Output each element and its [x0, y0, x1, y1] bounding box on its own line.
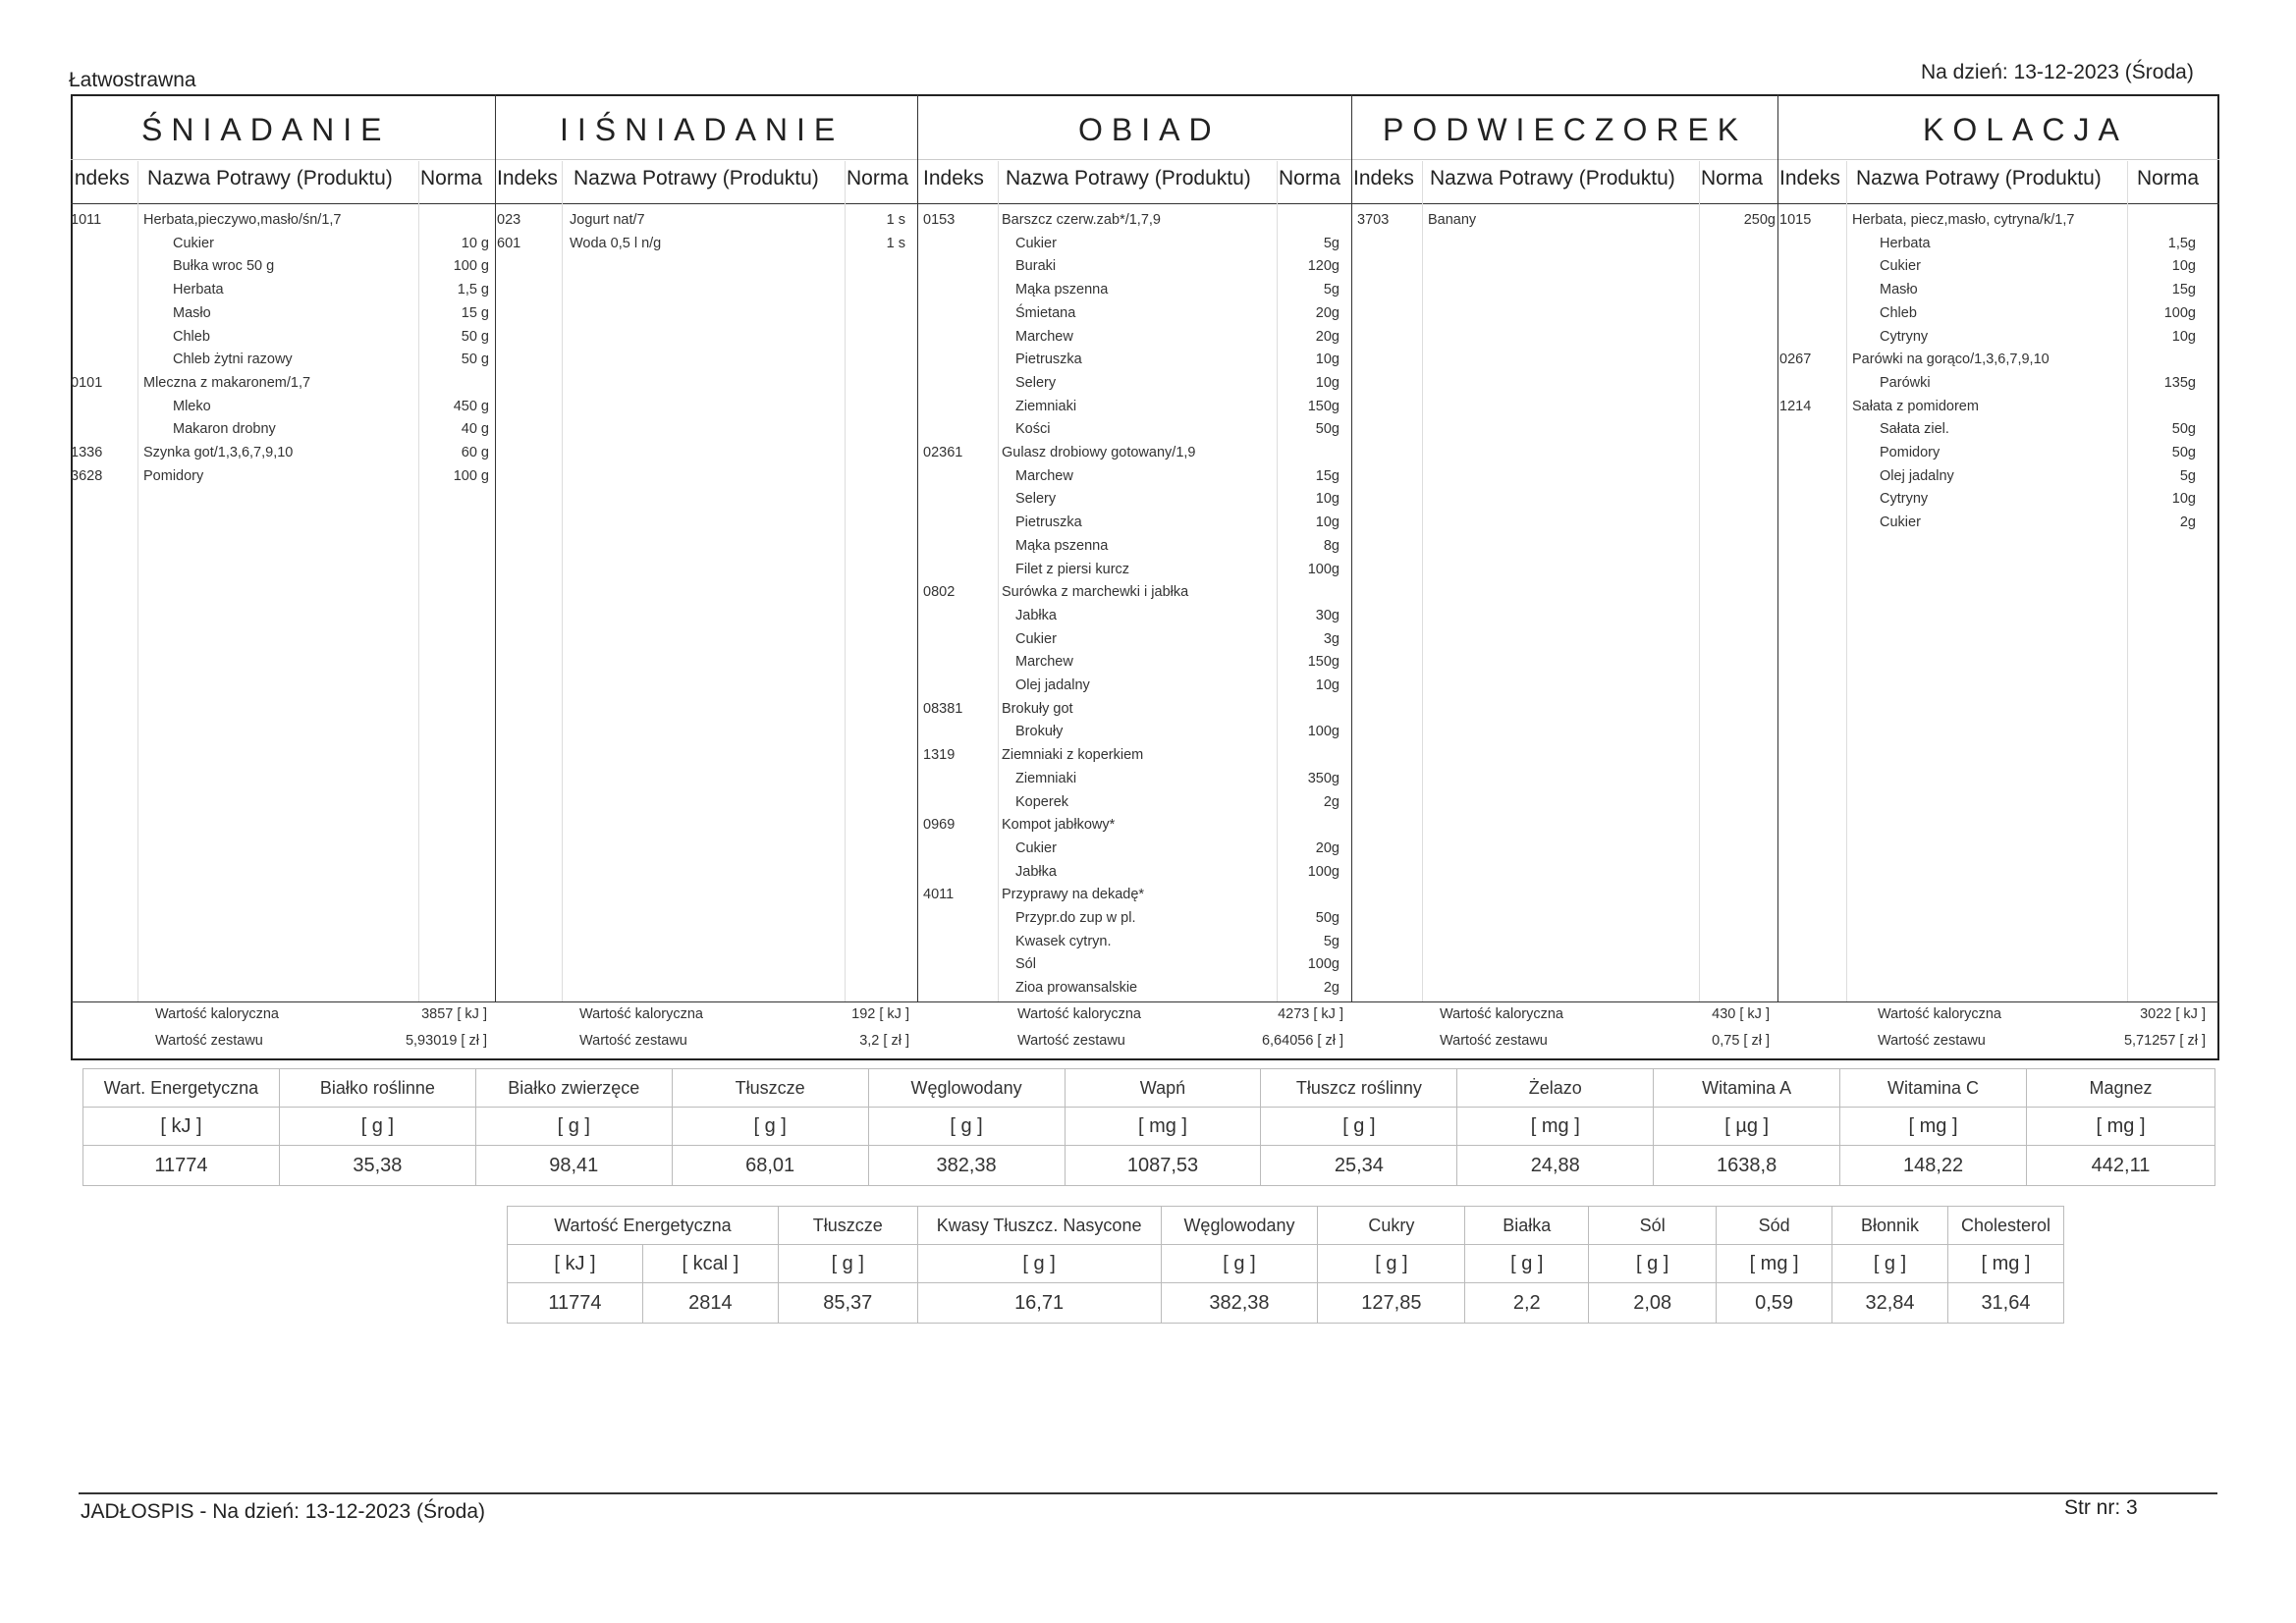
row-norm: 100g	[1307, 724, 1339, 740]
section-3-caloric-label: Wartość kaloryczna	[1017, 1006, 1141, 1022]
nutrient-value: 68,01	[672, 1146, 868, 1186]
nutrient-value: 16,71	[917, 1283, 1161, 1324]
section-2-caloric-value: 192 [ kJ ]	[851, 1006, 909, 1022]
nutrient-unit: [ mg ]	[1457, 1108, 1654, 1146]
row-norm: 15 g	[461, 304, 489, 321]
section-3-caloric-value: 4273 [ kJ ]	[1278, 1006, 1343, 1022]
nutrient-value: 1638,8	[1654, 1146, 1840, 1186]
row-norm: 10g	[1315, 677, 1339, 693]
row-norm: 15g	[1315, 467, 1339, 484]
nutrient-unit: [ g ]	[778, 1245, 917, 1283]
nutrient-header: Tłuszcze	[778, 1207, 917, 1245]
section-2-caloric-label: Wartość kaloryczna	[579, 1006, 703, 1022]
nutrition-table-2	[507, 1206, 2064, 1324]
row-norm: 100 g	[453, 258, 489, 275]
row-norm: 5g	[1323, 282, 1339, 298]
header-rule	[71, 203, 2219, 204]
nutrient-value: 2,2	[1465, 1283, 1589, 1324]
ingredient-name: Cukier	[1880, 258, 1921, 275]
dish-name: Brokuły got	[1002, 700, 1073, 717]
row-index: 023	[497, 212, 521, 228]
ingredient-name: Selery	[1015, 491, 1057, 508]
row-norm: 150g	[1307, 654, 1339, 671]
section-2-col-norm: Norma	[847, 167, 909, 189]
section-5-title: KOLACJA	[1923, 112, 2128, 147]
row-index: 0153	[923, 212, 956, 228]
footer-rule	[79, 1492, 2217, 1494]
nutrient-unit: [ g ]	[1161, 1245, 1318, 1283]
energy-header: Wartość Energetyczna	[508, 1207, 779, 1245]
ingredient-name: Ziemniaki	[1015, 398, 1077, 414]
row-norm: 100g	[2163, 304, 2196, 321]
nutrient-header: Tłuszcz roślinny	[1261, 1069, 1457, 1108]
section-4-col-index: Indeks	[1353, 167, 1414, 189]
ingredient-name: Olej jadalny	[1880, 467, 1954, 484]
nutrient-unit: [ g ]	[475, 1108, 672, 1146]
ingredient-name: Ziemniaki	[1015, 770, 1077, 786]
energy-value: 11774	[508, 1283, 643, 1324]
ingredient-name: Jabłka	[1015, 607, 1057, 623]
nutrient-value: 85,37	[778, 1283, 917, 1324]
row-norm: 10 g	[461, 235, 489, 251]
ingredient-name: Mąka pszenna	[1015, 537, 1109, 554]
section-5-idx-divider	[1846, 161, 1847, 1001]
ingredient-name: Sól	[1015, 956, 1036, 973]
nutrient-header: Białko zwierzęce	[475, 1069, 672, 1108]
ingredient-name: Chleb	[173, 328, 210, 345]
date-label: Na dzień: 13-12-2023 (Środa)	[1921, 61, 2194, 83]
ingredient-name: Chleb żytni razowy	[173, 352, 293, 368]
nutrient-header: Wart. Energetyczna	[83, 1069, 280, 1108]
row-norm: 10g	[2171, 258, 2196, 275]
row-norm: 50g	[1315, 910, 1339, 926]
row-norm: 250g	[1743, 212, 1776, 228]
energy-unit: [ kJ ]	[508, 1245, 643, 1283]
nutrient-header: Cholesterol	[1947, 1207, 2063, 1245]
row-index: 3628	[71, 467, 103, 484]
row-norm: 10g	[2171, 328, 2196, 345]
row-index: 02361	[923, 445, 963, 460]
ingredient-name: Cukier	[173, 235, 214, 251]
row-norm: 1 s	[886, 212, 905, 228]
ingredient-name: Makaron drobny	[173, 421, 276, 438]
row-norm: 1,5 g	[457, 282, 489, 298]
row-norm: 100g	[1307, 956, 1339, 973]
ingredient-name: Pietruszka	[1015, 514, 1082, 531]
dish-name: Surówka z marchewki i jabłka	[1002, 584, 1189, 601]
ingredient-name: Cukier	[1015, 630, 1057, 647]
row-norm: 10g	[1315, 491, 1339, 508]
ingredient-name: Selery	[1015, 374, 1057, 391]
section-4-caloric-value: 430 [ kJ ]	[1712, 1006, 1770, 1022]
section-5-col-norm: Norma	[2137, 167, 2200, 189]
ingredient-name: Cytryny	[1880, 491, 1929, 508]
section-2-set-value: 3,2 [ zł ]	[859, 1033, 909, 1049]
row-norm: 10g	[1315, 374, 1339, 391]
section-2-col-name: Nazwa Potrawy (Produktu)	[574, 167, 819, 189]
ingredient-name: Cukier	[1015, 235, 1057, 251]
section-1-title: ŚNIADANIE	[141, 112, 391, 147]
row-norm: 10g	[1315, 352, 1339, 368]
nutrient-unit: [ g ]	[1832, 1245, 1948, 1283]
ingredient-name: Masło	[173, 304, 211, 321]
dish-name: Sałata z pomidorem	[1852, 398, 1979, 414]
ingredient-name: Przypr.do zup w pl.	[1015, 910, 1136, 926]
nutrient-value: 2,08	[1589, 1283, 1717, 1324]
row-norm: 100g	[1307, 863, 1339, 880]
row-norm: 15g	[2171, 282, 2196, 298]
section-2-divider	[495, 94, 496, 1001]
energy-value: 2814	[642, 1283, 778, 1324]
footer-left: JADŁOSPIS - Na dzień: 13-12-2023 (Środa)	[81, 1500, 486, 1523]
nutrient-unit: [ g ]	[1318, 1245, 1465, 1283]
dish-name: Przyprawy na dekadę*	[1002, 887, 1145, 903]
ingredient-name: Masło	[1880, 282, 1918, 298]
section-1-idx-divider	[137, 161, 138, 1001]
section-2-norm-divider	[845, 161, 846, 1001]
section-1-set-label: Wartość zestawu	[155, 1033, 263, 1049]
ingredient-name: Marchew	[1015, 467, 1073, 484]
ingredient-name: Koperek	[1015, 793, 1069, 810]
row-norm: 3g	[1323, 630, 1339, 647]
dish-name: Barszcz czerw.zab*/1,7,9	[1002, 212, 1161, 228]
nutrient-header: Sól	[1589, 1207, 1717, 1245]
row-norm: 2g	[2179, 514, 2196, 531]
section-3-col-name: Nazwa Potrawy (Produktu)	[1006, 167, 1251, 189]
nutrient-unit: [ g ]	[868, 1108, 1065, 1146]
section-4-set-label: Wartość zestawu	[1440, 1033, 1548, 1049]
row-index: 0969	[923, 817, 956, 834]
section-2-idx-divider	[562, 161, 563, 1001]
ingredient-name: Filet z piersi kurcz	[1015, 561, 1130, 577]
nutrient-header: Magnez	[2027, 1069, 2215, 1108]
ingredient-name: Śmietana	[1015, 304, 1076, 321]
nutrient-header: Białka	[1465, 1207, 1589, 1245]
nutrient-header: Tłuszcze	[672, 1069, 868, 1108]
nutrient-unit: [ g ]	[279, 1108, 475, 1146]
row-index: 3703	[1357, 212, 1390, 228]
ingredient-name: Zioa prowansalskie	[1015, 980, 1138, 997]
row-norm: 40 g	[461, 421, 489, 438]
nutrient-header: Witamina A	[1654, 1069, 1840, 1108]
ingredient-name: Brokuły	[1015, 724, 1064, 740]
row-norm: 1,5g	[2167, 235, 2196, 251]
nutrient-value: 24,88	[1457, 1146, 1654, 1186]
energy-unit: [ kcal ]	[642, 1245, 778, 1283]
diet-type: Łatwostrawna	[69, 69, 196, 91]
section-1-col-name: Nazwa Potrawy (Produktu)	[147, 167, 393, 189]
section-3-title: OBIAD	[1078, 112, 1221, 147]
nutrient-header: Węglowodany	[1161, 1207, 1318, 1245]
nutrient-value: 148,22	[1840, 1146, 2027, 1186]
row-norm: 5g	[1323, 933, 1339, 949]
row-index: 0267	[1779, 352, 1812, 368]
row-norm: 10g	[2171, 491, 2196, 508]
section-5-set-label: Wartość zestawu	[1878, 1033, 1986, 1049]
nutrient-value: 98,41	[475, 1146, 672, 1186]
row-index: 1011	[71, 212, 102, 228]
ingredient-name: Olej jadalny	[1015, 677, 1090, 693]
nutrient-unit: [ kJ ]	[83, 1108, 280, 1146]
row-norm: 120g	[1307, 258, 1339, 275]
row-norm: 30g	[1315, 607, 1339, 623]
nutrient-unit: [ g ]	[672, 1108, 868, 1146]
nutrient-unit: [ g ]	[1465, 1245, 1589, 1283]
nutrient-value: 31,64	[1947, 1283, 2063, 1324]
nutrient-header: Witamina C	[1840, 1069, 2027, 1108]
nutrient-header: Białko roślinne	[279, 1069, 475, 1108]
nutrient-value: 382,38	[868, 1146, 1065, 1186]
row-norm: 5g	[1323, 235, 1339, 251]
nutrient-value: 35,38	[279, 1146, 475, 1186]
ingredient-name: Marchew	[1015, 654, 1073, 671]
section-4-idx-divider	[1422, 161, 1423, 1001]
ingredient-name: Mąka pszenna	[1015, 282, 1109, 298]
ingredient-name: Jabłka	[1015, 863, 1057, 880]
dish-name: Woda 0,5 l n/g	[570, 235, 662, 251]
row-norm: 100 g	[453, 467, 489, 484]
row-index: 0101	[71, 374, 103, 391]
nutrient-unit: [ g ]	[917, 1245, 1161, 1283]
section-1-col-norm: Norma	[420, 167, 483, 189]
ingredient-name: Buraki	[1015, 258, 1057, 275]
row-index: 08381	[923, 700, 963, 717]
row-norm: 50g	[2171, 445, 2196, 460]
row-norm: 20g	[1315, 328, 1339, 345]
row-norm: 5g	[2179, 467, 2196, 484]
section-4-caloric-label: Wartość kaloryczna	[1440, 1006, 1563, 1022]
row-norm: 150g	[1307, 398, 1339, 414]
section-3-divider	[917, 94, 918, 1001]
section-4-title: PODWIECZOREK	[1383, 112, 1748, 147]
row-index: 4011	[923, 887, 955, 903]
ingredient-name: Herbata	[1880, 235, 1931, 251]
nutrient-value: 11774	[83, 1146, 280, 1186]
nutrient-value: 25,34	[1261, 1146, 1457, 1186]
dish-name: Ziemniaki z koperkiem	[1002, 747, 1144, 764]
section-3-set-value: 6,64056 [ zł ]	[1261, 1033, 1343, 1049]
dish-name: Herbata,pieczywo,masło/śn/1,7	[143, 212, 342, 228]
row-norm: 1 s	[886, 235, 905, 251]
nutrient-unit: [ mg ]	[1947, 1245, 2063, 1283]
ingredient-name: Kości	[1015, 421, 1051, 438]
row-norm: 8g	[1323, 537, 1339, 554]
section-4-divider	[1351, 94, 1352, 1001]
section-2-title: IIŚNIADANIE	[560, 112, 845, 147]
ingredient-name: Sałata ziel.	[1880, 421, 1949, 438]
section-1-set-value: 5,93019 [ zł ]	[405, 1033, 487, 1049]
footer-rule-main	[71, 1001, 2219, 1002]
section-3-col-index: Indeks	[923, 167, 984, 189]
dish-name: Herbata, piecz,masło, cytryna/k/1,7	[1852, 212, 2075, 228]
row-norm: 20g	[1315, 304, 1339, 321]
section-1-col-index: Indeks	[69, 167, 130, 189]
nutrient-unit: [ µg ]	[1654, 1108, 1840, 1146]
dish-name: Parówki na gorąco/1,3,6,7,9,10	[1852, 352, 2050, 368]
section-1-caloric-label: Wartość kaloryczna	[155, 1006, 279, 1022]
nutrition-table-1	[82, 1068, 2215, 1186]
nutrient-unit: [ mg ]	[1840, 1108, 2027, 1146]
section-4-col-name: Nazwa Potrawy (Produktu)	[1430, 167, 1675, 189]
row-index: 1319	[923, 747, 956, 764]
nutrient-value: 0,59	[1717, 1283, 1832, 1324]
nutrient-header: Kwasy Tłuszcz. Nasycone	[917, 1207, 1161, 1245]
section-5-divider	[1777, 94, 1778, 1001]
row-norm: 50 g	[461, 352, 489, 368]
row-norm: 50g	[2171, 421, 2196, 438]
nutrient-value: 1087,53	[1065, 1146, 1261, 1186]
row-norm: 100g	[1307, 561, 1339, 577]
ingredient-name: Pietruszka	[1015, 352, 1082, 368]
section-5-caloric-label: Wartość kaloryczna	[1878, 1006, 2001, 1022]
row-norm: 450 g	[453, 398, 489, 414]
nutrient-header: Błonnik	[1832, 1207, 1948, 1245]
row-norm: 10g	[1315, 514, 1339, 531]
dish-name: Szynka got/1,3,6,7,9,10	[143, 445, 294, 460]
row-norm: 60 g	[461, 445, 489, 460]
ingredient-name: Cytryny	[1880, 328, 1929, 345]
dish-name: Mleczna z makaronem/1,7	[143, 374, 311, 391]
nutrient-header: Sód	[1717, 1207, 1832, 1245]
nutrient-value: 127,85	[1318, 1283, 1465, 1324]
row-index: 1336	[71, 445, 103, 460]
row-norm: 2g	[1323, 980, 1339, 997]
nutrient-unit: [ mg ]	[2027, 1108, 2215, 1146]
section-5-set-value: 5,71257 [ zł ]	[2123, 1033, 2206, 1049]
nutrient-header: Żelazo	[1457, 1069, 1654, 1108]
nutrient-value: 442,11	[2027, 1146, 2215, 1186]
dish-name: Pomidory	[143, 467, 204, 484]
nutrient-header: Węglowodany	[868, 1069, 1065, 1108]
ingredient-name: Parówki	[1880, 374, 1931, 391]
ingredient-name: Chleb	[1880, 304, 1917, 321]
ingredient-name: Cukier	[1880, 514, 1921, 531]
row-index: 0802	[923, 584, 956, 601]
section-5-col-index: Indeks	[1779, 167, 1840, 189]
ingredient-name: Herbata	[173, 282, 224, 298]
section-5-col-name: Nazwa Potrawy (Produktu)	[1856, 167, 2102, 189]
nutrient-unit: [ g ]	[1261, 1108, 1457, 1146]
row-norm: 135g	[2163, 374, 2196, 391]
section-5-caloric-value: 3022 [ kJ ]	[2140, 1006, 2206, 1022]
dish-name: Kompot jabłkowy*	[1002, 817, 1116, 834]
section-4-norm-divider	[1699, 161, 1700, 1001]
row-norm: 2g	[1323, 793, 1339, 810]
ingredient-name: Marchew	[1015, 328, 1073, 345]
section-4-col-norm: Norma	[1701, 167, 1764, 189]
row-index: 1214	[1779, 398, 1812, 414]
dish-name: Gulasz drobiowy gotowany/1,9	[1002, 445, 1196, 460]
page-number: Str nr: 3	[2064, 1496, 2138, 1519]
section-4-set-value: 0,75 [ zł ]	[1712, 1033, 1770, 1049]
row-norm: 350g	[1307, 770, 1339, 786]
ingredient-name: Mleko	[173, 398, 211, 414]
nutrient-value: 382,38	[1161, 1283, 1318, 1324]
ingredient-name: Pomidory	[1880, 445, 1941, 460]
nutrient-unit: [ mg ]	[1065, 1108, 1261, 1146]
section-2-set-label: Wartość zestawu	[579, 1033, 687, 1049]
title-rule	[71, 159, 2219, 160]
section-3-idx-divider	[998, 161, 999, 1001]
ingredient-name: Cukier	[1015, 839, 1057, 856]
nutrient-unit: [ mg ]	[1717, 1245, 1832, 1283]
nutrient-header: Cukry	[1318, 1207, 1465, 1245]
row-norm: 50g	[1315, 421, 1339, 438]
dish-name: Jogurt nat/7	[570, 212, 645, 228]
row-index: 601	[497, 235, 521, 251]
section-2-col-index: Indeks	[497, 167, 558, 189]
row-norm: 50 g	[461, 328, 489, 345]
dish-name: Banany	[1428, 212, 1477, 228]
row-index: 1015	[1779, 212, 1812, 228]
section-3-col-norm: Norma	[1279, 167, 1341, 189]
nutrient-header: Wapń	[1065, 1069, 1261, 1108]
nutrient-value: 32,84	[1832, 1283, 1948, 1324]
ingredient-name: Kwasek cytryn.	[1015, 933, 1112, 949]
nutrient-unit: [ g ]	[1589, 1245, 1717, 1283]
row-norm: 20g	[1315, 839, 1339, 856]
ingredient-name: Bułka wroc 50 g	[173, 258, 275, 275]
section-1-caloric-value: 3857 [ kJ ]	[421, 1006, 487, 1022]
section-3-set-label: Wartość zestawu	[1017, 1033, 1125, 1049]
